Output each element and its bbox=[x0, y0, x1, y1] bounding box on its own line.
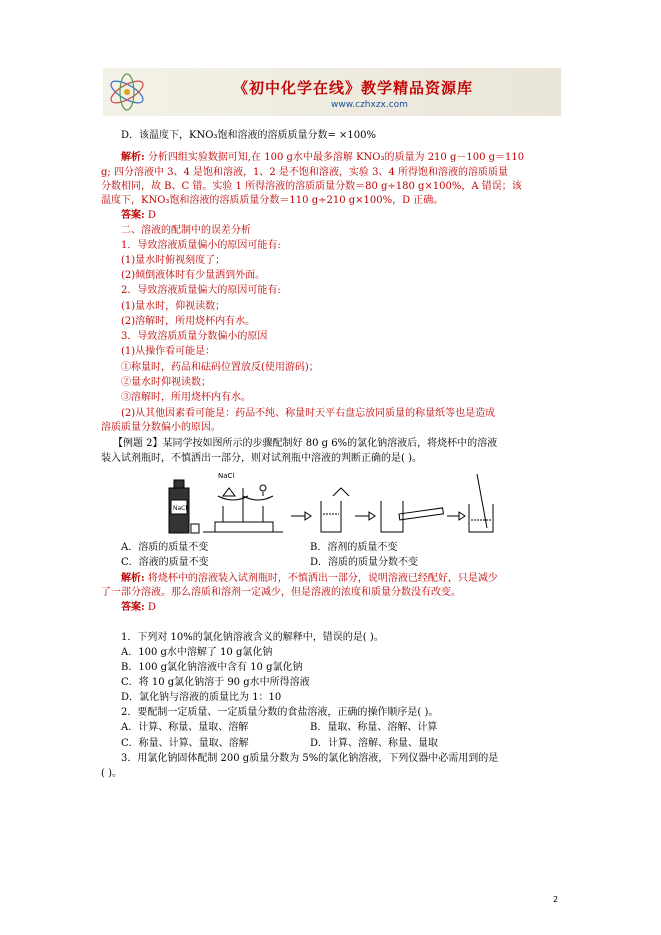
exercise-1-a: A．100 g水中溶解了 10 g氯化钠 bbox=[121, 647, 273, 658]
section-heading: 二、溶液的配制中的误差分析 bbox=[121, 225, 251, 236]
exercise-1-b: B．100 g氯化钠溶液中含有 10 g氯化钠 bbox=[121, 662, 303, 673]
point-3-heading: 3．导致溶质质量分数偏小的原因 bbox=[121, 331, 268, 342]
answer-2-value: D bbox=[144, 602, 156, 613]
arrow-icon bbox=[355, 512, 375, 520]
balance-icon bbox=[203, 485, 283, 532]
exercise-2-c: C．称量、计算、量取、溶解 bbox=[121, 738, 249, 749]
analysis-2-text: 将烧杯中的溶液装入试剂瓶时，不慎洒出一部分，说明溶液已经配好，只是减少 bbox=[144, 573, 498, 584]
analysis-2-label: 解析: bbox=[121, 573, 145, 584]
analysis-line-1 bbox=[121, 151, 524, 164]
exercise-1-d: D．氯化钠与溶液的质量比为 1：10 bbox=[121, 692, 282, 703]
exercise-2-a: A．计算、称量、量取、溶解 bbox=[121, 722, 249, 733]
option-d: D．溶质的质量分数不变 bbox=[310, 557, 419, 568]
beaker-icon bbox=[321, 488, 349, 532]
point-1-heading: 1．导致溶液质量偏小的原因可能有: bbox=[121, 240, 281, 251]
analysis-line-3: 分数相同，故 B、C 错。实验 1 所得溶液的溶质质量分数＝80 g÷180 g×100%，A 错误；该 bbox=[101, 181, 522, 192]
arrow-icon bbox=[291, 512, 311, 520]
point-3-item-3: ③溶解时，所用烧杯内有水。 bbox=[121, 392, 251, 403]
option-a: A．溶质的质量不变 bbox=[121, 542, 209, 553]
option-b: B．溶剂的质量不变 bbox=[310, 542, 398, 553]
graduated-cylinder-icon bbox=[381, 501, 443, 532]
experiment-figure bbox=[163, 466, 503, 538]
stirring-beaker-icon bbox=[469, 474, 493, 532]
exercise-1: 1．下列对 10%的氯化钠溶液含义的解释中，错误的是( )。 bbox=[121, 632, 384, 643]
option-d-line: D．该温度下，KNO₃饱和溶液的溶质质量分数= ×100% bbox=[121, 130, 376, 141]
exercise-2: 2．要配制一定质量、一定质量分数的食盐溶液，正确的操作顺序是( )。 bbox=[121, 707, 439, 718]
analysis-2-line-2: 了一部分溶液。那么溶质和溶剂一定减少，但是溶液的浓度和质量分数没有改变。 bbox=[101, 587, 461, 598]
analysis-line-4: 温度下，KNO₃饱和溶液的溶质质量分数＝110 g÷210 g×100%，D 正确。 bbox=[101, 195, 444, 206]
point-3-item-2: ②量水时仰视读数； bbox=[121, 377, 211, 388]
answer-label: 答案: bbox=[121, 210, 145, 221]
point-1-item-1: (1)量水时俯视刻度了； bbox=[121, 255, 226, 266]
analysis-line-2: g; 四分溶液中 3、4 是饱和溶液，1、2 是不饱和溶液，实验 3、4 所得饱和溶液的溶质质量 bbox=[101, 167, 509, 178]
point-3-sub-1: (1)从操作看可能是： bbox=[121, 346, 216, 357]
point-3-sub-2-cont: 溶质质量分数偏小的原因。 bbox=[101, 422, 221, 433]
point-2-heading: 2．导致溶液质量偏大的原因可能有: bbox=[121, 285, 281, 296]
answer-value: D bbox=[144, 210, 156, 221]
answer-2-line bbox=[121, 601, 156, 614]
page-number: 2 bbox=[553, 895, 559, 904]
banner-title: 《初中化学在线》教学精品资源库 bbox=[233, 79, 474, 97]
example-2-line-1: 【例题 2】某同学按如图所示的步骤配制好 80 g 6%的氯化钠溶液后，将烧杯中的溶液 bbox=[113, 438, 498, 449]
arrow-icon bbox=[447, 512, 465, 520]
example-2-line-2: 装入试剂瓶时，不慎洒出一部分，则对试剂瓶中溶液的判断正确的是( )。 bbox=[101, 453, 422, 464]
point-2-item-1: (1)量水时，仰视读数； bbox=[121, 301, 226, 312]
analysis-label: 解析: bbox=[121, 152, 145, 163]
answer-line bbox=[121, 209, 156, 222]
exercise-2-b: B．量取、称量、溶解、计算 bbox=[310, 722, 438, 733]
exercise-3-line-2: ( )。 bbox=[101, 768, 122, 779]
exercise-3-line-1: 3．用氯化钠固体配制 200 g质量分数为 5%的氯化钠溶液，下列仪器中必需用到的是 bbox=[121, 753, 499, 764]
point-1-item-2: (2)倾倒液体时有少量洒到外面。 bbox=[121, 270, 266, 281]
analysis-text: 分析四组实验数据可知,在 100 g水中最多溶解 KNO₃的质量为 210 g－100 g＝110 bbox=[144, 152, 525, 163]
exercise-2-d: D．计算、溶解、称量、量取 bbox=[310, 738, 439, 749]
bottle-label: NaCl bbox=[173, 505, 188, 512]
point-3-sub-2: (2)从其他因素看可能是：药品不纯、称量时天平右盘忘放同质量的称量纸等也是造成 bbox=[121, 408, 496, 419]
point-2-item-2: (2)溶解时，所用烧杯内有水。 bbox=[121, 316, 256, 327]
point-3-item-1: ①称量时，药品和砝码位置放反(使用游码)； bbox=[121, 362, 319, 373]
nacl-top-label: NaCl bbox=[218, 472, 235, 480]
analysis-2-line-1 bbox=[121, 572, 498, 585]
answer-2-label: 答案: bbox=[121, 602, 145, 613]
header-banner bbox=[103, 68, 561, 116]
exercise-1-c: C．将 10 g氯化钠溶于 90 g水中所得溶液 bbox=[121, 677, 310, 688]
option-c: C．溶液的质量不变 bbox=[121, 557, 209, 568]
banner-url: www.czhxzx.com bbox=[331, 100, 408, 110]
